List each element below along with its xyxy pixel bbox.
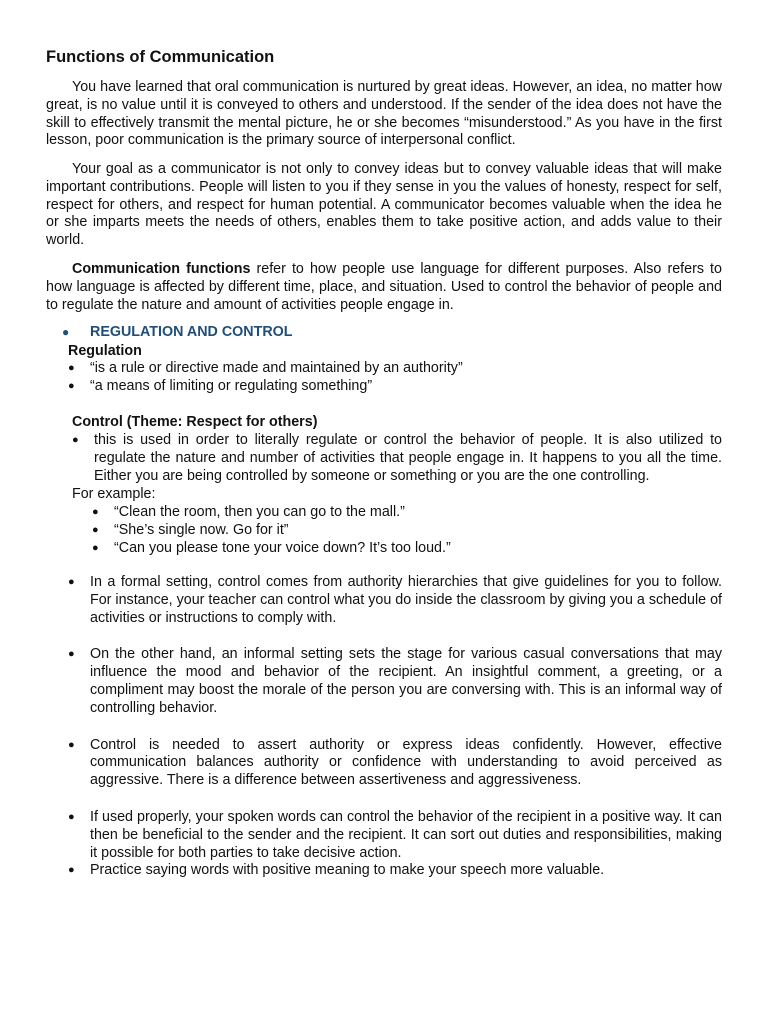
functions-paragraph [46, 261, 722, 314]
list-item-text: “a means of limiting or regulating something” [90, 377, 373, 394]
bullet-icon: ● [68, 576, 75, 588]
regulation-label: Regulation [68, 343, 142, 359]
list-item [68, 378, 668, 396]
intro-paragraph-1: You have learned that oral communication is nurtured by great ideas. However, an idea, no matter how great, is no value until it is conveyed to others and understood. If the sender of the idea does not have the skill to effectively transmit the mental picture, he or she becomes “misunderstood.” As you have in the first lesson, poor communication is the primary source of interpersonal conflict. [46, 79, 722, 149]
list-item-text: In a formal setting, control comes from authority hierarchies that give guidelines for you to follow. For instance, your teacher can control what you do inside the classroom by giving you a schedule of activities or instructions to comply with. [90, 574, 722, 626]
list-item [68, 646, 722, 717]
list-item-text: Practice saying words with positive meaning to make your speech more valuable. [90, 862, 605, 879]
example-list [92, 504, 592, 557]
list-item-text: this is used in order to literally regulate or control the behavior of people. It is also utilized to regulate the nature and number of activities that people engage in. It happens to you all the time. Either you are being controlled by someone or something or you are the one controlling. [94, 432, 722, 484]
bullet-icon: ● [68, 864, 75, 877]
bullet-icon: ● [68, 362, 75, 374]
intro-paragraph-2: Your goal as a communicator is not only to convey ideas but to convey valuable ideas that will make important contributions. People will listen to you if they sense in you the values of honesty, respect for self, respect for others, and respect for human potential. A communicator becomes valuable when the idea he or she imparts meets the needs of others, enables them to take positive action, and adds value to their world. [46, 161, 722, 249]
bullet-icon: ● [68, 738, 75, 751]
bullet-icon: ● [92, 541, 99, 554]
example-label: For example: [72, 486, 156, 502]
bullet-icon: ● [72, 434, 79, 446]
list-item [68, 809, 722, 862]
bullet-icon: ● [68, 648, 75, 661]
page-title: Functions of Communication [46, 48, 275, 66]
bullet-icon: ● [68, 810, 75, 823]
list-item [68, 574, 722, 627]
list-item-text: Control is needed to assert authority or express ideas confidently. However, effective communication balances authority or confidence with understanding to avoid perceived as aggressive. There is a difference between assertiveness and aggressiveness. [90, 736, 722, 789]
section-heading: REGULATION AND CONTROL [90, 324, 293, 340]
section-bullet-icon: ● [62, 325, 70, 339]
list-item [68, 737, 722, 790]
regulation-list [68, 360, 668, 396]
bullet-icon: ● [92, 523, 99, 536]
list-item [92, 540, 592, 558]
list-item [72, 432, 722, 485]
bullet-icon: ● [68, 379, 75, 392]
section-header [62, 324, 293, 342]
list-item [68, 360, 668, 378]
list-item-text: “Clean the room, then you can go to the mall.” [114, 504, 405, 520]
list-item-text: “is a rule or directive made and maintained by an authority” [90, 360, 463, 376]
list-item-text: If used properly, your spoken words can control the behavior of the recipient in a positive way. It can then be beneficial to the sender and the recipient. It can sort out duties and responsibilities, making it possible for both parties to take decisive action. [90, 808, 722, 861]
control-list [72, 432, 722, 485]
functions-definition: refer to how people use language for different purposes. Also refers to how language is affected by different time, place, and situation. Used to control the behavior of people and to regulate the nature and amount of activities people engage in. [46, 261, 722, 313]
control-label: Control (Theme: Respect for others) [72, 414, 318, 430]
list-item [68, 862, 722, 880]
functions-term: Communication functions [72, 261, 251, 277]
list-item-text: “Can you please tone your voice down? It’s too loud.” [114, 539, 451, 556]
list-item [92, 504, 592, 522]
list-item-text: On the other hand, an informal setting sets the stage for various casual conversations that may influence the mood and behavior of the recipient. An insightful comment, a greeting, or a compliment may boost the morale of the person you are conversing with. This is an informal way of controlling behavior. [90, 646, 722, 716]
list-item [92, 522, 592, 540]
control-points-list [68, 574, 722, 880]
bullet-icon: ● [92, 506, 99, 518]
list-item-text: “She’s single now. Go for it” [114, 521, 289, 538]
